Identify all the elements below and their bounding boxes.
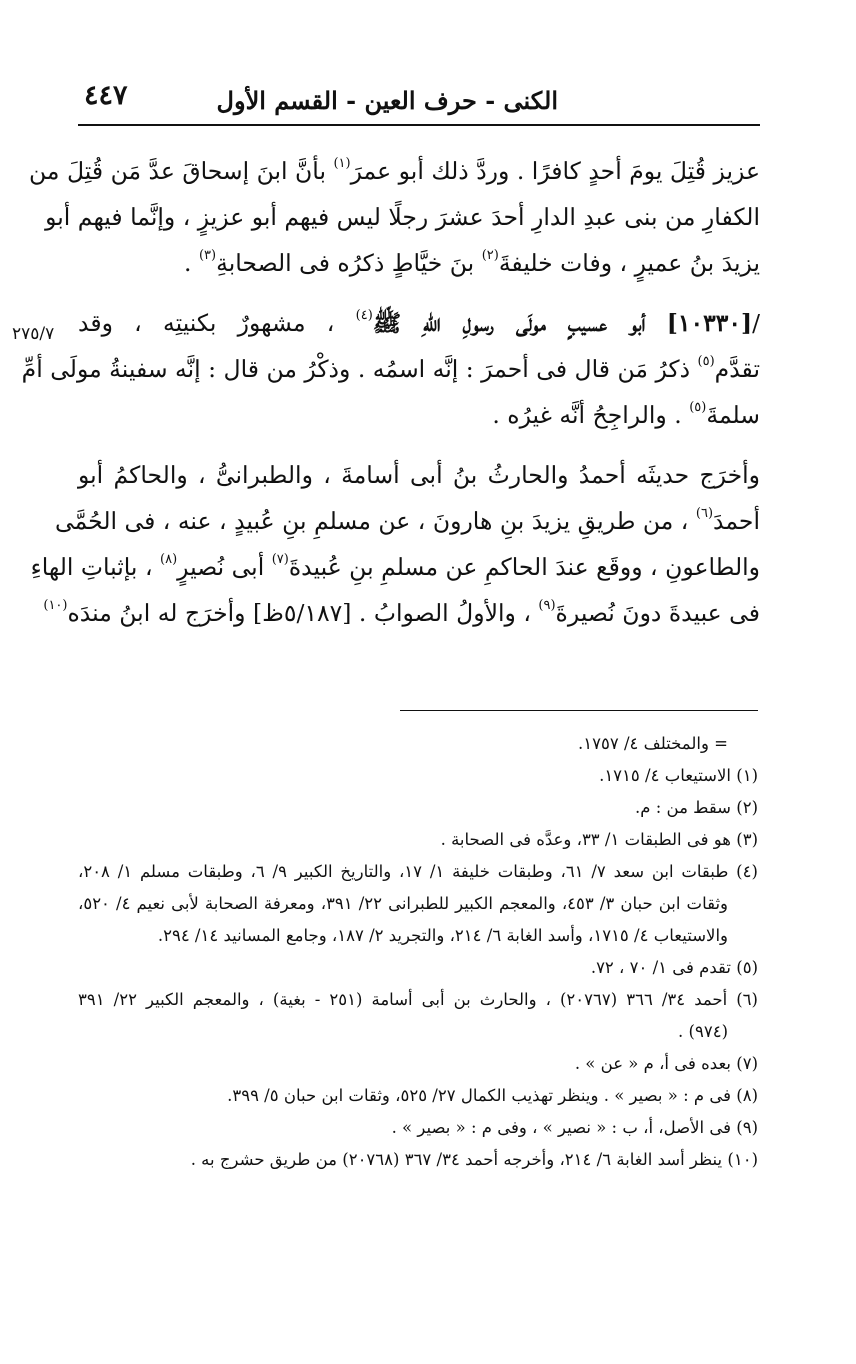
text-segment: وأخرَج حديثَه أحمدُ والحارثُ بنُ أبى أسامةَ ، والطبرانىُّ ، والحاكمُ أبو [78, 461, 760, 489]
text-line [78, 392, 760, 438]
text-segment: والطاعونِ ، ووقَع عندَ الحاكمِ عن مسلمِ بنِ عُبيدةَ [288, 553, 760, 581]
running-title: الكنى - حرف العين - القسم الأول [216, 86, 558, 115]
footnote: (٦) أحمد ٣٤/ ٣٦٦ (٢٠٧٦٧) ، والحارث بن أبى أسامة (٢٥١ - بغية) ، والمعجم الكبير ٢٢/ ٣٩١ [78, 990, 758, 1009]
text-segment: أبى نُصيرٍ [177, 553, 272, 581]
text-segment: / [752, 309, 760, 337]
text-segment: ، من طريقِ يزيدَ بنِ هارونَ ، عن مسلمِ بنِ عُبيدٍ ، عنه ، فى الحُمَّى [54, 507, 696, 535]
footnote: (٨) فى م : « بصير » . وينظر تهذيب الكمال ٢٧/ ٥٢٥، وثقات ابن حبان ٥/ ٣٩٩. [227, 1086, 758, 1105]
footnote-reference: (١٠) [43, 598, 68, 613]
footnote-reference: (١) [333, 156, 351, 171]
footnote-reference: (٧) [271, 552, 289, 567]
text-line [54, 498, 760, 544]
text-segment [645, 309, 666, 337]
footnote-reference: (٢) [481, 248, 499, 263]
text-segment: يزيدَ بنُ عميرٍ ، وفات خليفةَ [498, 249, 760, 277]
footnote: (١) الاستيعاب ٤/ ١٧١٥. [599, 766, 758, 785]
entry-number: [١٠٣٣٠] [666, 309, 753, 337]
footnote-reference: (٤) [355, 308, 373, 323]
text-line [30, 544, 760, 590]
text-segment: عزيز قُتِلَ يومَ أحدٍ كافرًا . وردَّ ذلك أبو عمرَ [350, 157, 760, 185]
paragraph-gap [78, 438, 760, 452]
text-line [78, 452, 760, 498]
text-segment: أحمدَ [713, 507, 760, 535]
text-line [45, 194, 760, 240]
footnote: (١٠) ينظر أسد الغابة ٦/ ٢١٤، وأخرجه أحمد ٣٤/ ٣٦٧ (٢٠٧٦٨) من طريق حشرج به . [190, 1150, 758, 1169]
header-rule [78, 124, 760, 126]
text-segment: بنَ خيَّاطٍ ذكرُه فى الصحابةِ [216, 249, 482, 277]
text-line [29, 148, 760, 194]
footnote-reference: (٨) [160, 552, 178, 567]
text-line [43, 590, 760, 636]
text-segment: سلمةَ [706, 401, 760, 429]
page-header [78, 80, 758, 124]
text-line [78, 300, 760, 346]
text-segment: الكفارِ من بنى عبدِ الدارِ أحدَ عشرَ رجلًا ليس فيهم أبو عزيزٍ ، وإنَّما فيهم أبو [45, 203, 760, 231]
footnote: (٤) طبقات ابن سعد ٧/ ٦١، وطبقات خليفة ١/ ١٧، والتاريخ الكبير ٩/ ٦، وطبقات مسلم ١/ ٢٠٨، [78, 862, 758, 881]
text-line [21, 346, 760, 392]
footnote: = والمختلف ٤/ ١٧٥٧. [578, 734, 728, 753]
footnote-reference: (٦) [695, 506, 714, 521]
footnote-reference: (٣) [198, 248, 217, 263]
footnote: (٩) فى الأصل، أ، ب : « نصير » ، وفى م : « بصير » . [391, 1118, 758, 1137]
text-segment: . والراجِحُ أنَّه غيرُه . [492, 401, 690, 429]
footnotes [78, 728, 758, 1176]
footnote: (٢) سقط من : م. [635, 798, 758, 817]
footnote-reference: (٥) [689, 400, 707, 415]
footnote-reference: (٥) [697, 354, 715, 369]
text-segment: ، بإثباتِ الهاءِ [30, 553, 160, 581]
page-number: ٤٤٧ [84, 80, 128, 111]
text-segment: . [184, 249, 199, 277]
footnote-reference: (٩) [538, 598, 556, 613]
paragraph-gap [78, 286, 760, 300]
footnote: والاستيعاب ٤/ ١٧١٥، وأسد الغابة ٦/ ٢١٤، والتجريد ٢/ ١٨٧، وجامع المسانيد ١٤/ ٢٩٤. [157, 926, 728, 945]
footnote: (٥) تقدم فى ١/ ٧٠ ، ٧٢. [590, 958, 758, 977]
margin-note: ٢٧٥/٧ [12, 324, 55, 344]
footnote: (٩٧٤) . [678, 1022, 728, 1041]
text-line [78, 240, 760, 286]
footnote: (٣) هو فى الطبقات ١/ ٣٣، وعدَّه فى الصحابة . [440, 830, 758, 849]
text-segment: فى عبيدةَ دونَ نُصيرةَ [555, 599, 760, 627]
footnote-separator [400, 710, 758, 711]
text-segment: ذكرُ مَن قال فى أحمرَ : إنَّه اسمُه . وذكْرُ من قال : إنَّه سفينةُ مولَى أمِّ [21, 355, 698, 383]
text-segment: ، مشهورٌ بكنيتِه ، وقد [78, 309, 356, 337]
footnote: وثقات ابن حبان ٣/ ٤٥٣، والمعجم الكبير للطبرانى ٢٢/ ٣٩١، ومعرفة الصحابة لأبى نعيم ٤/ ٥٢٠، [78, 894, 729, 913]
footnote: (٧) بعده فى أ، م « عن » . [574, 1054, 758, 1073]
entry-title: أبو عسيبٍ مولَى رسولِ اللهِ ﷺ [372, 309, 646, 337]
text-segment: بأنَّ ابنَ إسحاقَ عدَّ مَن قُتِلَ من [29, 157, 334, 185]
text-segment: ، والأولُ الصوابُ . [٥/١٨٧ظ] وأخرَج له ابنُ مندَه [67, 599, 539, 627]
text-segment: تقدَّم [714, 355, 760, 383]
